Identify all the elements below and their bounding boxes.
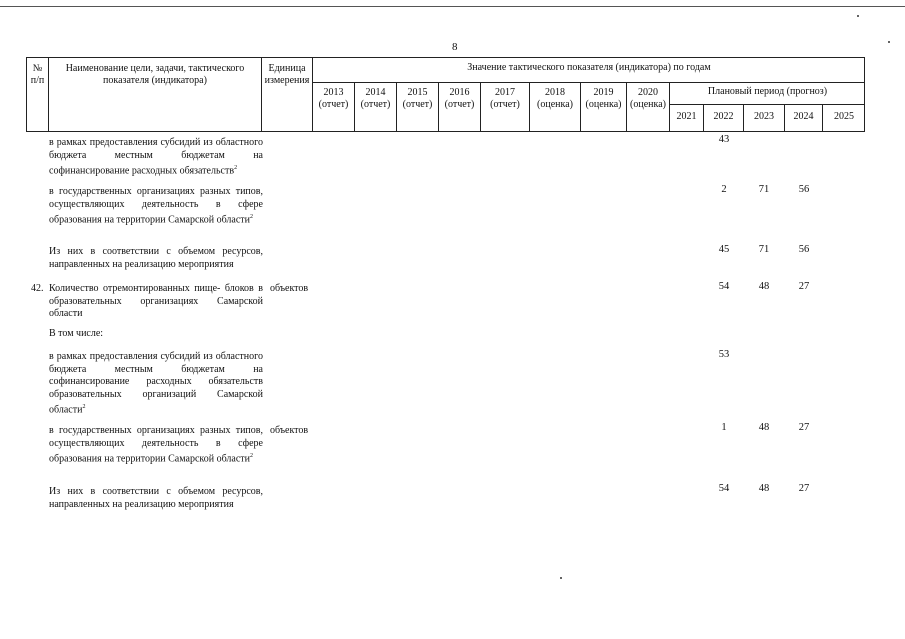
header-values: Значение тактического показателя (индикатора) по годам bbox=[467, 62, 711, 73]
header-plan-period: Плановый период (прогноз) bbox=[707, 86, 828, 97]
row-number: 42. bbox=[31, 283, 44, 294]
value-2023: 71 bbox=[758, 184, 770, 195]
header-year: 2016 (отчет) bbox=[444, 87, 475, 110]
header-year: 2017 (отчет) bbox=[490, 87, 520, 110]
row-name: в рамках предоставления субсидий из областного бюджета местным бюджетам на софинансирование расходных обязательств образовательных организаций Самарской области$^2$ bbox=[49, 351, 263, 416]
value-2024: 56 bbox=[798, 244, 810, 255]
row-name: Количество отремонтированных пище- блоков в образовательных организациях Самарской области bbox=[49, 283, 263, 320]
header-plan-year: 2023 bbox=[754, 111, 774, 122]
page-number: 8 bbox=[452, 41, 458, 53]
header-year: 2020 (оценка) bbox=[630, 87, 666, 110]
header-name: Наименование цели, задачи, тактического показателя (индикатора) bbox=[65, 63, 245, 86]
row-name: В том числе: bbox=[49, 328, 104, 339]
header-plan-year: 2021 bbox=[676, 111, 697, 122]
header-plan-year: 2022 bbox=[713, 111, 734, 122]
value-2024: 27 bbox=[798, 483, 810, 494]
header-plan-year: 2024 bbox=[793, 111, 814, 122]
value-2023: 71 bbox=[758, 244, 770, 255]
row-name: Из них в соответствии с объемом ресурсов, направленных на реализацию мероприятия bbox=[49, 486, 263, 510]
header-year: 2014 (отчет) bbox=[360, 87, 391, 110]
value-2022: 53 bbox=[718, 349, 730, 360]
scan-speck bbox=[857, 15, 859, 17]
header-year: 2018 (оценка) bbox=[537, 87, 573, 110]
value-2024: 27 bbox=[798, 281, 810, 292]
value-2023: 48 bbox=[758, 281, 770, 292]
scan-speck bbox=[560, 577, 562, 579]
header-num: № п/п bbox=[30, 63, 45, 86]
header-unit: Единица измерения bbox=[264, 63, 310, 86]
value-2023: 48 bbox=[758, 483, 770, 494]
row-unit: объектов bbox=[270, 283, 309, 294]
row-name: Из них в соответствии с объемом ресурсов, направленных на реализацию мероприятия bbox=[49, 246, 263, 270]
value-2024: 27 bbox=[798, 422, 810, 433]
value-2022: 54 bbox=[718, 281, 730, 292]
header-year: 2019 (оценка) bbox=[585, 87, 622, 110]
value-2024: 56 bbox=[798, 184, 810, 195]
header-year: 2015 (отчет) bbox=[402, 87, 433, 110]
value-2022: 2 bbox=[721, 184, 727, 195]
value-2022: 1 bbox=[721, 422, 727, 433]
value-2022: 43 bbox=[718, 134, 730, 145]
row-name: в государственных организациях разных типов, осуществляющих деятельность в сфере образования на территории Самарской области$^2$ bbox=[49, 425, 263, 465]
row-name: в рамках предоставления субсидий из областного бюджета местным бюджетам на софинансирование расходных обязательств$^2$ bbox=[49, 137, 263, 177]
top-border-line bbox=[0, 6, 905, 7]
row-unit: объектов bbox=[270, 425, 309, 436]
value-2023: 48 bbox=[758, 422, 770, 433]
value-2022: 54 bbox=[718, 483, 730, 494]
header-year: 2013 (отчет) bbox=[318, 87, 349, 110]
scan-speck bbox=[888, 41, 890, 43]
row-name: в государственных организациях разных типов, осуществляющих деятельность в сфере образования на территории Самарской области$^2$ bbox=[49, 186, 263, 226]
value-2022: 45 bbox=[718, 244, 730, 255]
header-plan-year: 2025 bbox=[834, 111, 854, 122]
